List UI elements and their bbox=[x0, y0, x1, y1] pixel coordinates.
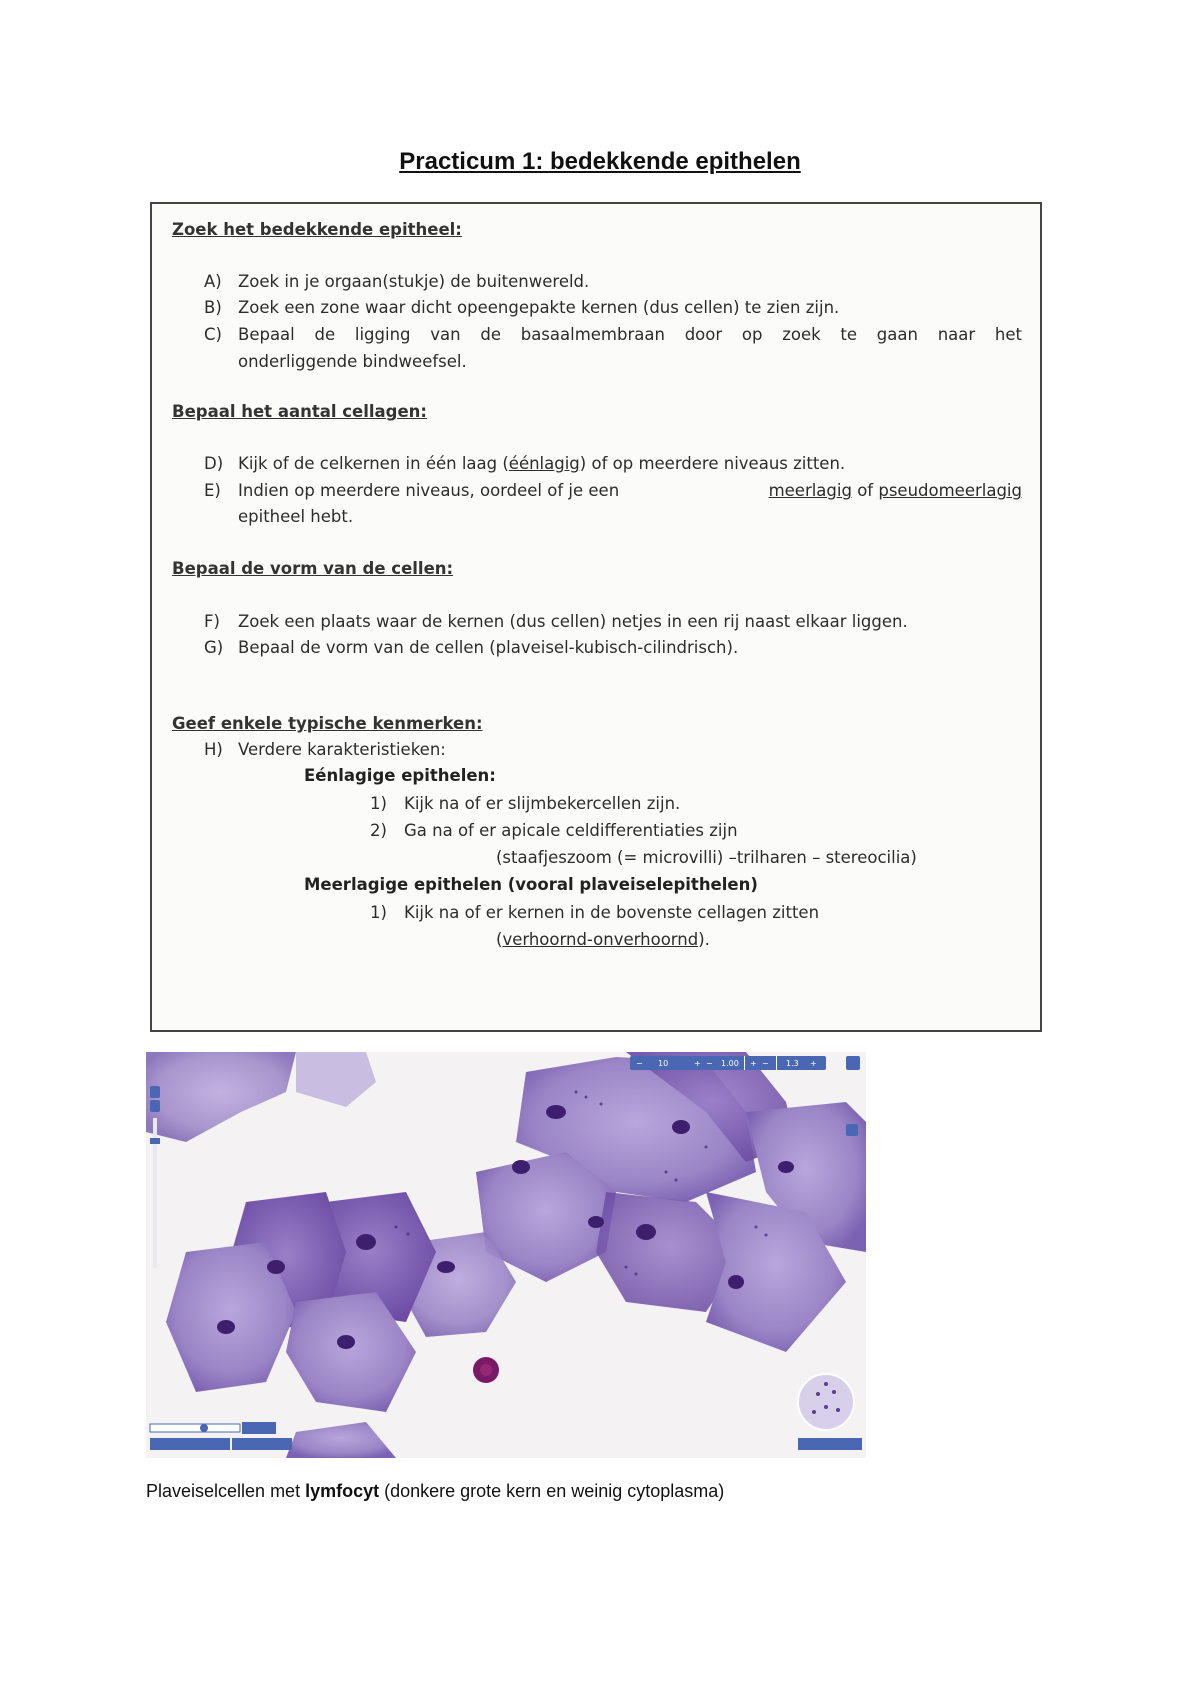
step-f-text: Zoek een plaats waar de kernen (dus cellen) netjes in een rij naast elkaar liggen. bbox=[238, 612, 908, 631]
section-heading-shape: Bepaal de vorm van de cellen: bbox=[172, 559, 454, 578]
term-eenlagig: éénlagig bbox=[508, 454, 580, 473]
step-a-key: A) bbox=[204, 272, 222, 291]
svg-text:−: − bbox=[706, 1059, 713, 1068]
nucleus bbox=[267, 1260, 285, 1274]
step-f-key: F) bbox=[204, 612, 220, 631]
nucleus bbox=[512, 1160, 530, 1174]
step-c bbox=[204, 325, 1022, 344]
step-b-key: B) bbox=[204, 298, 222, 317]
horizontal-slider-handle[interactable] bbox=[200, 1424, 208, 1432]
nucleus bbox=[588, 1216, 604, 1228]
step-g-key: G) bbox=[204, 638, 224, 657]
step-h-key: H) bbox=[204, 740, 223, 759]
vertical-slider-handle[interactable] bbox=[150, 1138, 160, 1144]
step-d-key: D) bbox=[204, 454, 224, 473]
step-d-text: Kijk of de celkernen in één laag (éénlagig) of op meerdere niveaus zitten. bbox=[238, 454, 846, 473]
caption-term-lymfocyt: lymfocyt bbox=[305, 1481, 380, 1501]
svg-text:+: + bbox=[750, 1059, 757, 1068]
step-h-text: Verdere karakteristieken: bbox=[238, 740, 446, 759]
step-e-text-cont: epitheel hebt. bbox=[238, 507, 354, 526]
nucleus bbox=[728, 1275, 744, 1289]
step-c-key: C) bbox=[204, 325, 222, 344]
svg-text:−: − bbox=[762, 1059, 769, 1068]
nucleus bbox=[636, 1224, 656, 1240]
step-b bbox=[204, 298, 839, 317]
figure-caption: Plaveiselcellen met lymfocyt (donkere grote kern en weinig cytoplasma) bbox=[146, 1481, 725, 1501]
lymphocyte-highlight bbox=[480, 1364, 492, 1376]
step-a-text: Zoek in je orgaan(stukje) de buitenwereld. bbox=[238, 272, 590, 291]
single-layer-item-2: 2) Ga na of er apicale celdifferentiaties zijn bbox=[370, 821, 738, 840]
page-title: Practicum 1: bedekkende epithelen bbox=[399, 148, 801, 175]
section-heading-layers: Bepaal het aantal cellagen: bbox=[172, 402, 428, 421]
term-pseudomeerlagig: pseudomeerlagig bbox=[878, 481, 1022, 500]
step-g bbox=[204, 638, 738, 657]
step-c-text: Bepaal de ligging van de basaalmembraan door op zoek te gaan naar het bbox=[238, 325, 1022, 344]
term-meerlagig: meerlagig bbox=[768, 481, 852, 500]
svg-text:+: + bbox=[694, 1059, 701, 1068]
micrograph-viewer bbox=[146, 1052, 866, 1458]
single-layer-item-1: 1) Kijk na of er slijmbekercellen zijn. bbox=[370, 794, 681, 813]
nucleus bbox=[437, 1261, 455, 1273]
expand-button[interactable] bbox=[846, 1056, 860, 1070]
side-button[interactable] bbox=[846, 1124, 858, 1136]
horizontal-slider[interactable] bbox=[150, 1424, 240, 1432]
step-a bbox=[204, 272, 589, 291]
svg-text:+: + bbox=[810, 1059, 817, 1068]
mag-value: 1.3 bbox=[786, 1059, 799, 1068]
subheading-multi-layer: Meerlagige epithelen (vooral plaveiselepithelen) bbox=[304, 875, 758, 894]
zoom-value: 10 bbox=[658, 1059, 669, 1068]
step-f bbox=[204, 612, 908, 631]
nucleus bbox=[672, 1120, 690, 1134]
step-e-text: Indien op meerdere niveaus, oordeel of je een meerlagig of pseudomeerlagig bbox=[238, 481, 1022, 500]
subheading-single-layer: Eénlagige epithelen: bbox=[304, 766, 496, 785]
status-bar bbox=[150, 1438, 230, 1450]
section-heading-features: Geef enkele typische kenmerken: bbox=[172, 714, 483, 733]
instruction-scan bbox=[150, 202, 1042, 1032]
nav-buttons[interactable] bbox=[242, 1422, 276, 1434]
multi-layer-item-1-cont: (verhoornd-onverhoornd). bbox=[496, 930, 710, 949]
slider-up-button[interactable] bbox=[150, 1086, 160, 1098]
step-b-text: Zoek een zone waar dicht opeengepakte kernen (dus cellen) te zien zijn. bbox=[238, 298, 840, 317]
nucleus bbox=[356, 1234, 376, 1250]
step-g-text: Bepaal de vorm van de cellen (plaveisel-kubisch-cilindrisch). bbox=[238, 638, 739, 657]
scale-value: 1.00 bbox=[721, 1059, 739, 1068]
nucleus bbox=[217, 1320, 235, 1334]
nucleus bbox=[337, 1335, 355, 1349]
single-layer-item-2-cont: (staafjeszoom (= microvilli) –trilharen – stereocilia) bbox=[496, 848, 917, 867]
term-verhoornd: verhoornd-onverhoornd bbox=[502, 930, 699, 949]
step-e-key: E) bbox=[204, 481, 221, 500]
multi-layer-item-1: 1) Kijk na of er kernen in de bovenste cellagen zitten bbox=[370, 903, 820, 922]
nucleus bbox=[546, 1105, 566, 1119]
zoom-toolbar[interactable] bbox=[630, 1056, 826, 1070]
step-h bbox=[204, 740, 446, 759]
micrograph-image bbox=[146, 1052, 866, 1458]
overview-controls[interactable] bbox=[798, 1438, 862, 1450]
nucleus bbox=[778, 1161, 794, 1173]
step-c-text-cont: onderliggende bindweefsel. bbox=[238, 352, 467, 371]
step-d bbox=[204, 454, 845, 473]
step-e bbox=[204, 481, 1022, 500]
svg-text:−: − bbox=[636, 1059, 643, 1068]
slider-down-button[interactable] bbox=[150, 1100, 160, 1112]
section-heading-find-epithelium: Zoek het bedekkende epitheel: bbox=[172, 220, 462, 239]
tool-buttons[interactable] bbox=[232, 1438, 292, 1450]
